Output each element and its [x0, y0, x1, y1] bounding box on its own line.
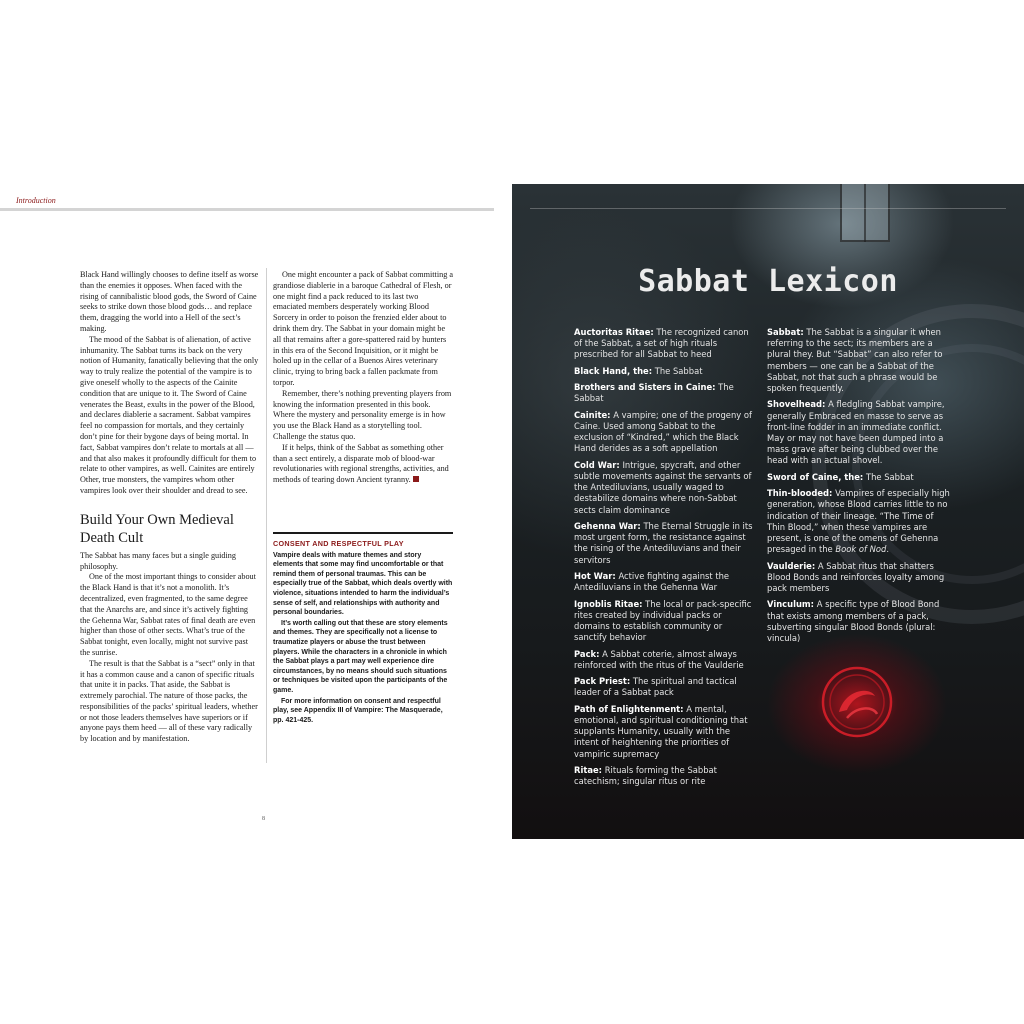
lexicon-entry	[574, 327, 756, 361]
lexicon-definition: Vampires of especially high generation, whose Blood carries little to no indication of their lineage. “The Time of Thin Blood,” when these vampires are present, is one of the omens of Gehenna presaged in the	[767, 488, 950, 555]
lexicon-entry	[574, 571, 756, 593]
lexicon-entry	[574, 410, 756, 455]
lexicon-entry	[767, 561, 951, 595]
top-rule	[530, 208, 1006, 209]
lexicon-term: Auctoritas Ritae:	[574, 327, 654, 337]
book-reference: Vampire: The Masquerade	[353, 707, 441, 715]
lexicon-term: Vinculum:	[767, 599, 815, 610]
lexicon-column-left	[574, 327, 756, 793]
lexicon-definition: The Sabbat is a singular it when referring to the sect; its members are a plural they. But “Sabbat” can also refer to members — one can be a Sabbat of the Sabbat, not that such a phrase would be spoken frequently.	[767, 327, 943, 394]
right-text-column	[273, 270, 453, 486]
lexicon-entry	[574, 649, 756, 671]
lexicon-definition: A Sabbat ritus that shatters Blood Bonds and reinforces loyalty among pack members	[767, 560, 945, 594]
lexicon-definition: The Sabbat	[574, 382, 734, 404]
lexicon-entry	[574, 765, 756, 787]
window-mullion	[864, 184, 866, 242]
blood-sigil-icon	[817, 662, 897, 742]
lexicon-entry	[767, 599, 951, 644]
lexicon-term: Pack Priest:	[574, 676, 631, 687]
header-rule	[0, 208, 494, 211]
paragraph: The Sabbat has many faces but a single guiding philosophy.	[80, 550, 236, 571]
right-page	[512, 184, 1024, 839]
lexicon-definition: A vampire; one of the progeny of Caine. Used among Sabbat to the exclusion of “Kindred,” which the Black Hand derides as a soft appellation	[574, 409, 752, 454]
lexicon-term: Cold War:	[574, 459, 620, 470]
lexicon-definition: The Eternal Struggle in its most urgent form, the resistance against the rising of the Antediluvians and their servitors	[574, 520, 753, 565]
paragraph: Remember, there’s nothing preventing players from knowing the information presented in this book. Where the mystery and personality emerge is in how you use the Black Hand as a storytelling tool. Challenge the status quo.	[273, 388, 452, 441]
lexicon-term: Vaulderie:	[767, 560, 816, 571]
lexicon-entry	[574, 382, 756, 404]
lexicon-definition-end: .	[886, 544, 889, 555]
lexicon-definition: A specific type of Blood Bond that exists among members of a pack, subverting singular Blood Bonds (plural: vincula)	[767, 599, 940, 644]
lexicon-term: Shovelhead:	[767, 399, 826, 410]
paragraph: One of the most important things to consider about the Black Hand is that it’s not a monolith. It’s decentralized, even fragmented, to the same degree that the Anarchs are, and since it’s actively fighting the Gehenna War, Sabbat rates of final death are even higher than those of other sects. What’s true of the Sabbat tonight, even locally, might not survive past the sunrise.	[80, 572, 256, 657]
paragraph: Black Hand willingly chooses to define itself as worse than the enemies it opposes. When faced with the rising of cannibalistic blood gods, the Sword of Caine seeks to strike down those blood gods… and replace them, dragging the world into a Hell of the sect’s making.	[80, 270, 259, 333]
lexicon-entry	[767, 488, 951, 555]
paragraph	[273, 443, 453, 486]
lexicon-entry	[574, 676, 756, 698]
lexicon-term: Black Hand, the:	[574, 365, 653, 376]
lexicon-term: Brothers and Sisters in Caine:	[574, 382, 716, 393]
lexicon-entry	[574, 599, 756, 644]
lexicon-term: Sabbat:	[767, 327, 804, 337]
lexicon-definition: The spiritual and tactical leader of a Sabbat pack	[574, 676, 737, 698]
lexicon-definition: Intrigue, spycraft, and other subtle movements against the servants of the Antediluvians, usually waged to destabilize domains where non-Sabbat sects claim dominance	[574, 459, 752, 515]
lexicon-definition: The Sabbat	[654, 365, 703, 376]
sidebar-text: , pp. 421-425.	[273, 707, 443, 724]
sidebar-paragraph: It’s worth calling out that these are story elements and themes. They are specifically not a license to traumatize players or abuse the trust between players. While the characters in a chronicle in which the Sabbat plays a part may well experience dire circumstances, by no means should such situations or techniques be visited upon the participants of the game.	[273, 619, 448, 694]
lexicon-column-right	[767, 327, 951, 649]
sidebar-paragraph	[273, 697, 453, 726]
lexicon-definition: The local or pack-specific rites created by individual packs or domains to establish community or sanctify behavior	[574, 598, 752, 643]
lexicon-term: Gehenna War:	[574, 520, 641, 531]
lexicon-term: Cainite:	[574, 409, 611, 420]
paragraph: One might encounter a pack of Sabbat committing a grandiose diablerie in a baroque Cathedral of Flesh, or one might find a pack reduced to its last two emaciated members desperately working Blood Sorcery in order to poison the frenzied elder about to drink them dry. The Sabbat in your domain might be all that remains after a gore-spattered raid by hunters in this era of the Second Inquisition, or it might be holed up in the cellar of a Buenos Aires veterinary clinic, trying to bring back a fallen packmate from torpor.	[273, 270, 453, 387]
paragraph: The result is that the Sabbat is a “sect” only in that it has a common cause and a canon of specific rituals that unite it in packs. That aside, the Sabbat is extremely parochial. The nature of those packs, the responsibilities of the packs’ spiritual leaders, whether or not those leaders themselves have superiors or if anyone pays them heed — all of these vary radically by location and by manifestation.	[80, 658, 258, 744]
lexicon-title: Sabbat Lexicon	[638, 264, 898, 299]
paragraph: The mood of the Sabbat is of alienation, of active inhumanity. The Sabbat turns its back on the very notion of Humanity, fanatically believing that the only way to truly realize the potential of the vampire is to give oneself wholly to the aspects of the Cainite condition that are unique to it. The Sword of Caine venerates the Beast, exults in the power of the Blood, and declares diablerie a sacrament. Sabbat vampires feel no compassion for mortals, and they certainly don’t pine for their bygone days of being mortal. In fact, Sabbat vampires don’t relate to mortals at all — and that also makes it profoundly difficult for them to relate to other vampires, as well. Cainites are entirely Other, true monsters, the vampires whom other vampires look over their shoulder and dread to see.	[80, 334, 259, 495]
lexicon-entry	[574, 366, 756, 377]
lexicon-term: Ritae:	[574, 764, 603, 775]
lexicon-term: Thin-blooded:	[767, 488, 833, 499]
lexicon-entry	[767, 472, 951, 483]
lexicon-term: Pack:	[574, 648, 600, 659]
end-mark-icon	[413, 476, 419, 482]
sidebar-paragraph: Vampire deals with mature themes and story elements that some may find uncomfortable or that remind them of personal traumas. This can be especially true of the Sabbat, which deals overtly with violence, situations intended to harm the individual’s sense of self, and relationships with authority and personal boundaries.	[273, 551, 453, 617]
lexicon-entry	[574, 704, 756, 760]
lexicon-definition: The Sabbat	[865, 471, 914, 482]
lexicon-term: Sword of Caine, the:	[767, 471, 864, 482]
lexicon-entry	[767, 399, 951, 466]
column-divider	[266, 268, 267, 763]
left-page	[0, 184, 512, 838]
consent-sidebar	[273, 532, 453, 726]
section-heading: Build Your Own Medieval Death Cult	[80, 511, 234, 546]
lexicon-term: Path of Enlightenment:	[574, 703, 684, 714]
lexicon-definition: The recognized canon of the Sabbat, a set of high rituals prescribed for all Sabbat to heed	[574, 327, 749, 360]
lexicon-definition: A mental, emotional, and spiritual conditioning that supplants Humanity, usually with the intent of heightening the priorities of vampiric supremacy	[574, 703, 748, 759]
sidebar-title: CONSENT AND RESPECTFUL PLAY	[273, 539, 404, 548]
lexicon-definition: A Sabbat coterie, almost always reinforced with the ritus of the Vaulderie	[574, 648, 744, 670]
lexicon-entry	[767, 327, 951, 394]
lexicon-definition: Active fighting against the Antediluvians in the Gehenna War	[574, 570, 730, 593]
book-title: Book of Nod	[835, 544, 887, 555]
lexicon-definition: A fledgling Sabbat vampire, generally Embraced en masse to serve as front-line fodder in an immediate conflict. May or may not have been dumped into a mass grave after being clubbed over the head with an actual shovel.	[767, 399, 945, 466]
lexicon-entry	[574, 460, 756, 516]
lexicon-definition: Rituals forming the Sabbat catechism; singular ritus or rite	[574, 764, 717, 787]
lexicon-entry	[574, 521, 756, 566]
sidebar-text: For more information on consent and respectful play, see Appendix III of	[273, 697, 441, 715]
left-text-column	[80, 270, 260, 745]
paragraph-text: If it helps, think of the Sabbat as something other than a sect entirely, a disparate mob of blood-war revolutionaries with regional strengths, activities, and methods of tearing down Ancient tyranny.	[273, 442, 449, 485]
page-number: 8	[262, 816, 265, 822]
lexicon-term: Ignoblis Ritae:	[574, 598, 643, 609]
chapter-header: Introduction	[16, 196, 56, 205]
lexicon-term: Hot War:	[574, 570, 616, 581]
